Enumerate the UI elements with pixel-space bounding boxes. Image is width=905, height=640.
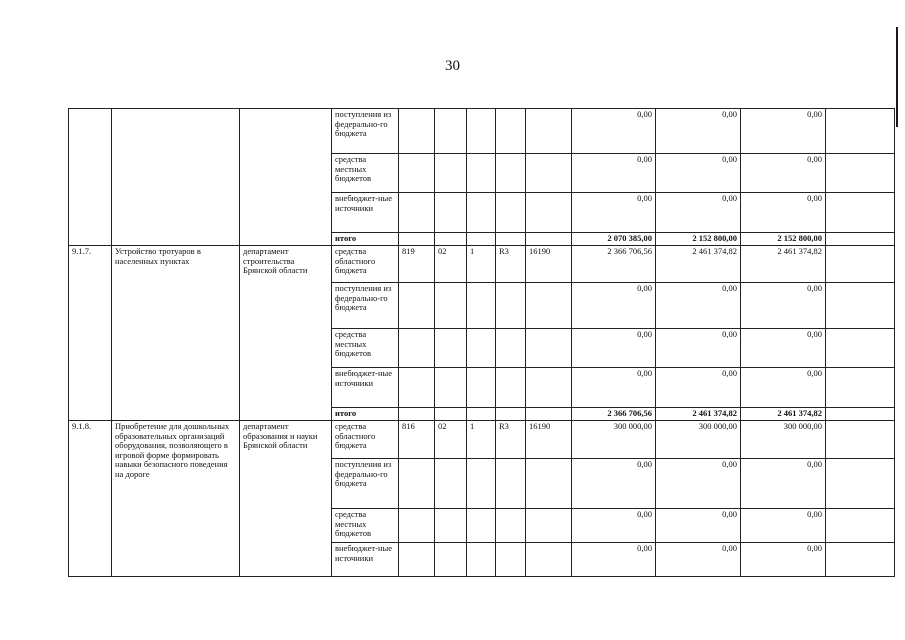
measure-number-cell — [69, 109, 112, 246]
funding-source: внебюджет-ные источники — [332, 193, 399, 233]
funding-source: поступления из федерально-го бюджета — [332, 109, 399, 154]
value-2021: 0,00 — [656, 459, 741, 509]
value-2021: 300 000,00 — [656, 421, 741, 459]
value-2020: 2 070 385,00 — [572, 233, 656, 246]
value-2021: 0,00 — [656, 193, 741, 233]
section-code: 02 — [435, 246, 467, 283]
funding-source: поступления из федерально-го бюджета — [332, 283, 399, 329]
funding-source: поступления из федерально-го бюджета — [332, 459, 399, 509]
value-2020: 0,00 — [572, 193, 656, 233]
value-2022: 2 461 374,82 — [741, 246, 826, 283]
measure-name-cell — [112, 109, 240, 246]
section-code: 02 — [435, 421, 467, 459]
value-2022: 0,00 — [741, 368, 826, 408]
value-2021: 0,00 — [656, 543, 741, 577]
value-2021: 0,00 — [656, 109, 741, 154]
value-2020: 0,00 — [572, 154, 656, 193]
table-row — [69, 109, 895, 154]
table-row — [69, 246, 895, 283]
value-2022: 0,00 — [741, 459, 826, 509]
measure-name: Устройство тротуаров в населенных пунктах — [112, 246, 240, 421]
value-2021: 2 461 374,82 — [656, 408, 741, 421]
value-2021: 0,00 — [656, 368, 741, 408]
value-2022: 0,00 — [741, 283, 826, 329]
value-2022: 0,00 — [741, 509, 826, 543]
grbs-code: 816 — [399, 421, 435, 459]
scan-edge-line — [896, 27, 898, 127]
value-2020: 0,00 — [572, 509, 656, 543]
value-2020: 2 366 706,56 — [572, 246, 656, 283]
value-2021: 0,00 — [656, 154, 741, 193]
value-2020: 0,00 — [572, 109, 656, 154]
funding-source: внебюджет-ные источники — [332, 368, 399, 408]
budget-table — [68, 108, 895, 577]
funding-source: внебюджет-ные источники — [332, 543, 399, 577]
value-2022: 0,00 — [741, 193, 826, 233]
value-2020: 300 000,00 — [572, 421, 656, 459]
funding-source: средства областного бюджета — [332, 421, 399, 459]
value-2022: 2 152 800,00 — [741, 233, 826, 246]
executor: департамент строительства Брянской области — [240, 246, 332, 421]
value-2021: 0,00 — [656, 329, 741, 368]
value-2020: 0,00 — [572, 543, 656, 577]
funding-source: итого — [332, 233, 399, 246]
direction-code: 16190 — [526, 421, 572, 459]
direction-code: 16190 — [526, 246, 572, 283]
funding-source: средства областного бюджета — [332, 246, 399, 283]
value-2022: 0,00 — [741, 154, 826, 193]
value-2022: 300 000,00 — [741, 421, 826, 459]
measure-number: 9.1.7. — [69, 246, 112, 421]
value-2020: 2 366 706,56 — [572, 408, 656, 421]
measure-number: 9.1.8. — [69, 421, 112, 577]
funding-source: средства местных бюджетов — [332, 509, 399, 543]
value-2020: 0,00 — [572, 368, 656, 408]
funding-source: итого — [332, 408, 399, 421]
executor-cell — [240, 109, 332, 246]
value-2020: 0,00 — [572, 329, 656, 368]
subsection-code: 1 — [467, 421, 496, 459]
value-2021: 0,00 — [656, 509, 741, 543]
subsection-code: 1 — [467, 246, 496, 283]
value-2021: 2 461 374,82 — [656, 246, 741, 283]
measure-name: Приобретение для дошкольных образовательных организаций оборудования, позволяющего в игровой форме формировать навыки безопасного поведения на дороге — [112, 421, 240, 577]
value-2021: 0,00 — [656, 283, 741, 329]
value-2022: 0,00 — [741, 543, 826, 577]
value-2020: 0,00 — [572, 459, 656, 509]
executor: департамент образования и науки Брянской области — [240, 421, 332, 577]
grbs-code: 819 — [399, 246, 435, 283]
value-2022: 0,00 — [741, 109, 826, 154]
program-code: R3 — [496, 246, 526, 283]
program-code: R3 — [496, 421, 526, 459]
value-2022: 0,00 — [741, 329, 826, 368]
value-2021: 2 152 800,00 — [656, 233, 741, 246]
page-number: 30 — [445, 58, 460, 74]
funding-source: средства местных бюджетов — [332, 329, 399, 368]
funding-source: средства местных бюджетов — [332, 154, 399, 193]
table-row — [69, 421, 895, 459]
value-2022: 2 461 374,82 — [741, 408, 826, 421]
value-2020: 0,00 — [572, 283, 656, 329]
